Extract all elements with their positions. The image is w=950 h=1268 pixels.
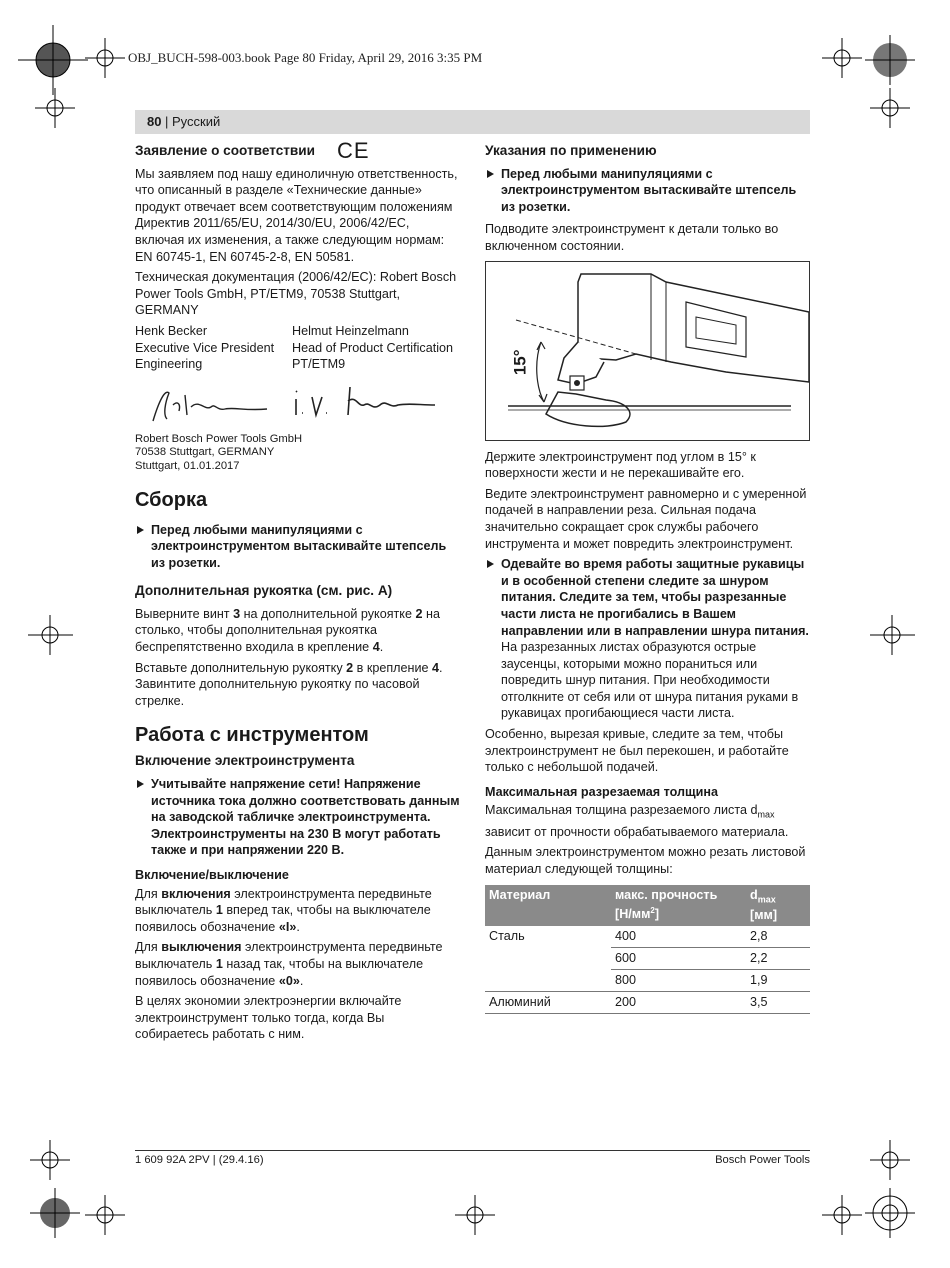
address-date: Stuttgart, 01.01.2017 [135, 459, 240, 472]
crosshair-bottom-left [85, 1190, 125, 1240]
table-header-dmax: $d_{max}$ [мм] [746, 885, 810, 926]
feed-paragraph: Ведите электроинструмент равномерно и с умеренной подачей в направлении реза. Сильная подача значительно сокращает срок службы рабочего инструмента и может повредить электроинструмент. [485, 486, 807, 551]
address-city: 70538 Stuttgart, GERMANY [135, 446, 275, 459]
usage-warning [485, 166, 810, 216]
usage-heading: Указания по применению [485, 143, 657, 158]
address-company: Robert Bosch Power Tools GmbH [135, 432, 303, 445]
usage-paragraph: Подводите электроинструмент к детали только во включенном состоянии. [485, 222, 779, 253]
crosshair-right-upper [870, 88, 910, 128]
work-heading: Работа с инструментом [135, 724, 369, 747]
ce-mark: CE [337, 138, 370, 163]
signatory-1-name: Henk Becker [135, 323, 208, 338]
handle-paragraph-2: Вставьте дополнительную рукоятку 2 в крепление 4. Завинтите дополнительную рукоятку по часовой стрелке. [135, 660, 443, 708]
cell-thickness: 2,2 [746, 947, 810, 969]
bullet-arrow-icon [487, 170, 494, 178]
footer-doc-number: 1 609 92A 2PV | (29.4.16) [135, 1154, 264, 1166]
signatory-2-title: Head of Product Certification [292, 340, 454, 355]
thickness-table [485, 885, 810, 1014]
bullet-arrow-icon [137, 780, 144, 788]
table-row [485, 969, 810, 991]
footer-divider [135, 1150, 810, 1151]
table-header-row [485, 885, 810, 926]
assembly-warning [135, 522, 460, 572]
registration-mark-top-right [855, 25, 925, 95]
crosshair-right-lower [870, 1140, 910, 1180]
registration-mark-bottom-right [855, 1178, 925, 1248]
signatory-2-name: Helmut Heinzelmann [292, 323, 409, 338]
figure-cutting-angle [485, 261, 810, 441]
cell-strength: 600 [611, 947, 746, 969]
cell-strength: 800 [611, 969, 746, 991]
crosshair-top-left [85, 28, 125, 88]
left-column [135, 138, 460, 1047]
crosshair-left-lower [30, 1140, 70, 1180]
print-header: OBJ_BUCH-598-003.book Page 80 Friday, April 29, 2016 3:35 PM [128, 50, 483, 65]
conformity-title: Заявление о соответствии [135, 143, 315, 158]
cell-thickness: 2,8 [746, 926, 810, 948]
header-language: Русский [172, 114, 221, 129]
max-thickness-heading: Максимальная разрезаемая толщина [485, 784, 718, 799]
signature-2-image [290, 377, 440, 425]
signature-1-image [145, 381, 275, 429]
page-number: 80 [147, 114, 162, 129]
energy-paragraph: В целях экономии электроэнергии включайте электроинструмент только тогда, когда Вы собираетесь работать с ним. [135, 994, 402, 1042]
crosshair-right-middle [870, 615, 915, 655]
cell-material [485, 969, 611, 991]
signatories [135, 323, 460, 373]
footer-brand: Bosch Power Tools [715, 1154, 810, 1166]
cell-material: Сталь [489, 929, 525, 944]
signatory-1-dept: Engineering [135, 357, 203, 372]
voltage-warning-text: Учитывайте напряжение сети! Напряжение источника тока должно соответствовать данным на заводской табличке электроинструмента. Электроинструменты на 230 В могут работать также и при напряжении 220 В. [151, 777, 460, 858]
switch-on-paragraph: Для включения электроинструмента передвиньте выключатель 1 вперед так, чтобы на выключателе появилось обозначение «I». [135, 886, 432, 934]
handle-heading: Дополнительная рукоятка (см. рис. A) [135, 583, 393, 599]
table-header-strength: макс. прочность $[Н/мм^2]$ [611, 885, 746, 926]
crosshair-bottom-center [455, 1190, 495, 1240]
registration-mark-bottom-left [20, 1178, 90, 1248]
voltage-warning [135, 776, 460, 859]
shear-tool-illustration [486, 262, 809, 440]
gloves-warning [485, 556, 810, 722]
cell-strength: 200 [611, 991, 746, 1013]
signatures [135, 373, 460, 433]
table-row [485, 947, 810, 969]
cell-strength: 400 [611, 926, 746, 948]
max-thickness-paragraph-1: Максимальная толщина разрезаемого листа $d_{max}$ зависит от прочности обрабатываемого материала. [485, 803, 789, 839]
handle-paragraph-1: Выверните винт 3 на дополнительной рукоятке 2 на столько, чтобы дополнительная рукоятка беспрепятственно входила в крепление 4. [135, 606, 440, 655]
conformity-heading [135, 138, 460, 163]
cell-thickness: 1,9 [746, 969, 810, 991]
table-header-material: Материал [485, 885, 611, 926]
cell-material: Алюминий [485, 991, 611, 1013]
gloves-warning-bold: Одевайте во время работы защитные рукавицы и в особенной степени следите за шнуром питания. Следите за тем, чтобы разрезанные части листа не прогибались в Вашем направлении или в направлении шнура питания. [501, 557, 809, 638]
signatory-1-title: Executive Vice President [135, 340, 275, 355]
figure-angle-label: 15° [510, 349, 530, 375]
gloves-warning-text: На разрезанных листах образуются острые заусенцы, которыми можно пораниться или повредить шнур питания. При необходимости отголкните от себя или от шнура питания руками в рукавицах прогибающиеся части листа. [501, 640, 799, 721]
bullet-arrow-icon [487, 560, 494, 568]
angle-paragraph: Держите электроинструмент под углом в 15° к поверхности жести и не перекашивайте его. [485, 449, 756, 481]
cell-material [485, 947, 611, 969]
cell-thickness: 3,5 [746, 991, 810, 1013]
crosshair-left-middle [28, 615, 73, 655]
usage-warning-text: Перед любыми манипуляциями с электроинструментом вытаскивайте штепсель из розетки. [501, 166, 797, 214]
signatory-2 [292, 323, 462, 373]
conformity-text: Мы заявляем под нашу единоличную ответственность, что описанный в разделе «Технические данные» продукт отвечает всем соответствующим положениям Директив 2011/65/EU, 2014/30/EU, 2006/42/EC, включая их изменения, а также следующим нормам: EN 60745-1, EN 60745-2-8, EN 50581. [135, 166, 458, 264]
assembly-warning-text: Перед любыми манипуляциями с электроинструментом вытаскивайте штепсель из розетки. [151, 522, 447, 570]
curves-paragraph: Особенно, вырезая кривые, следите за тем, чтобы электроинструмент не был перекошен, и работайте только с небольшой подачей. [485, 727, 789, 775]
header-separator: | [165, 114, 169, 129]
page-header-bar [135, 110, 810, 134]
max-thickness-paragraph-2: Данным электроинструментом можно резать листовой материал следующей толщины: [485, 845, 806, 876]
switch-heading: Включение электроинструмента [135, 753, 355, 769]
crosshair-left-upper [35, 88, 75, 128]
signatory-2-dept: PT/ETM9 [292, 357, 346, 372]
signatory-1 [135, 323, 292, 373]
table-row [485, 926, 810, 948]
assembly-heading: Сборка [135, 488, 208, 511]
right-column [485, 143, 810, 1014]
signature-address [135, 433, 460, 474]
registration-mark-top-left [18, 25, 88, 95]
bullet-arrow-icon [137, 526, 144, 534]
onoff-heading: Включение/выключение [135, 868, 289, 882]
switch-off-paragraph: Для выключения электроинструмента передвиньте выключатель 1 назад так, чтобы на выключателе появилось обозначение «0». [135, 940, 443, 988]
table-row [485, 991, 810, 1013]
tech-docs-text: Техническая документация (2006/42/EC): Robert Bosch Power Tools GmbH, PT/ETM9, 70538 Stuttgart, GERMANY [135, 270, 457, 318]
